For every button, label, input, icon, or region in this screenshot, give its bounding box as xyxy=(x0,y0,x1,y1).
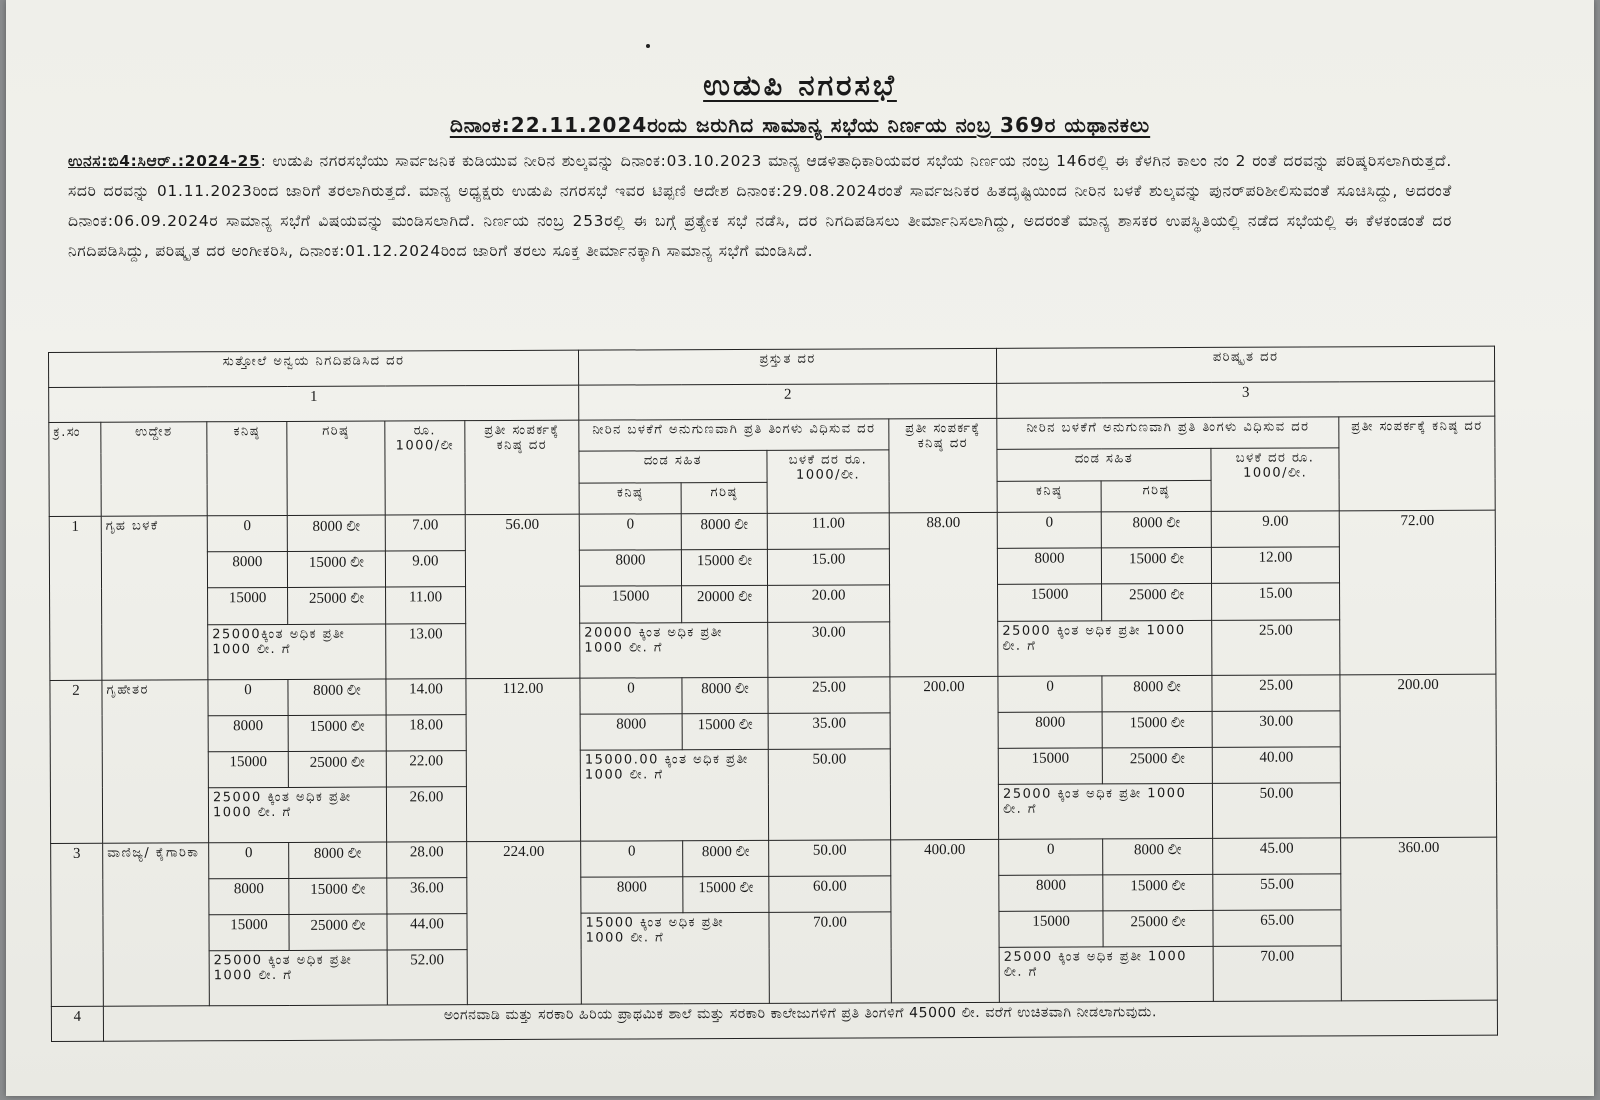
slab-rate: 25.00 xyxy=(768,676,890,713)
group-current-rate: ಪ್ರಸ್ತುತ ದರ xyxy=(579,348,997,385)
slab-above-label: 25000 ಕ್ಕಿಂತ ಅಧಿಕ ಪ್ರತೀ 1000 ಲೀ. ಗೆ xyxy=(208,787,386,843)
slab-rate: 65.00 xyxy=(1213,910,1341,947)
slab-max: 25000 ಲೀ xyxy=(1103,911,1213,948)
slab-max: 8000 ಲೀ xyxy=(1102,675,1212,712)
slab-rate: 14.00 xyxy=(386,678,466,714)
slab-max: 25000 ಲೀ xyxy=(289,914,387,951)
slab-min: 15000 xyxy=(209,915,289,951)
water-tariff-table xyxy=(48,346,1498,1042)
slab-min: 0 xyxy=(580,677,682,714)
slab-rate: 60.00 xyxy=(769,876,891,913)
slab-min: 0 xyxy=(999,839,1103,876)
header-monthly-charge-2: ನೀರಿನ ಬಳಕೆಗೆ ಅನುಗುಣವಾಗಿ ಪ್ರತಿ ತಿಂಗಳು ವಿಧಿಸುವ ದರ xyxy=(579,419,889,452)
slab-rate: 30.00 xyxy=(768,621,890,677)
purpose: ಗೃಹೇತರ xyxy=(102,679,209,843)
document-page xyxy=(6,0,1594,1096)
slab-rate: 45.00 xyxy=(1213,838,1341,875)
slab-above-label: 25000 ಕ್ಕಿಂತ ಅಧಿಕ ಪ್ರತೀ 1000 ಲೀ. ಗೆ xyxy=(998,620,1212,676)
purpose: ವಾಣಿಜ್ಯ/ ಕೈಗಾರಿಕಾ xyxy=(103,843,210,1007)
slab-max: 15000 ಲೀ xyxy=(683,876,769,912)
header-monthly-charge-3: ನೀರಿನ ಬಳಕೆಗೆ ಅನುಗುಣವಾಗಿ ಪ್ರತಿ ತಿಂಗಳು ವಿಧಿಸುವ ದರ xyxy=(997,417,1339,450)
slab-min: 8000 xyxy=(579,550,681,587)
min-per-connection-2: 88.00 xyxy=(889,513,998,677)
header-slab-min-2: ಕನಿಷ್ಠ xyxy=(579,483,681,515)
slab-max: 25000 ಲೀ xyxy=(288,751,386,788)
ink-dot xyxy=(646,44,650,48)
header-min-per-connection-2: ಪ್ರತೀ ಸಂಪರ್ಕಕ್ಕೆ ಕನಿಷ್ಠ ದರ xyxy=(889,418,997,513)
slab-min: 15000 xyxy=(208,751,288,787)
slab-max: 8000 ಲೀ xyxy=(1103,838,1213,875)
column-number-3: 3 xyxy=(997,381,1495,418)
header-slab-min-3: ಕನಿಷ್ಠ xyxy=(997,481,1101,513)
header-purpose: ಉದ್ದೇಶ xyxy=(101,422,207,517)
slab-rate: 9.00 xyxy=(1211,511,1339,548)
tariff-row-1-3 xyxy=(50,583,1496,625)
slab-max: 8000 ಲೀ xyxy=(683,840,769,876)
header-slab-3: ದಂಡ ಸಹಿತ xyxy=(997,449,1211,481)
document-subtitle: ದಿನಾಂಕ:22.11.2024ರಂದು ಜರುಗಿದ ಸಾಮಾನ್ಯ ಸಭೆಯ ನಿರ್ಣಯ ನಂಬ್ರ 369ರ ಯಥಾನಕಲು xyxy=(449,113,1151,137)
column-number-2: 2 xyxy=(579,383,997,420)
slab-min: 8000 xyxy=(580,713,682,750)
slab-rate: 70.00 xyxy=(769,912,891,1004)
tariff-row-2-3 xyxy=(50,746,1496,788)
tariff-row-2-2 xyxy=(50,710,1496,752)
slab-above-label: 25000ಕ್ಕಿಂತ ಅಧಿಕ ಪ್ರತೀ 1000 ಲೀ. ಗೆ xyxy=(208,624,386,680)
slab-min: 8000 xyxy=(997,548,1101,585)
header-slab-max-2: ಗರಿಷ್ಠ xyxy=(681,482,767,514)
slab-above-label: 15000 ಕ್ಕಿಂತ ಅಧಿಕ ಪ್ರತೀ 1000 ಲೀ. ಗೆ xyxy=(581,913,769,1005)
tariff-row-1-4 xyxy=(50,619,1496,680)
header-min-per-connection-3: ಪ್ರತೀ ಸಂಪರ್ಕಕ್ಕೆ ಕನಿಷ್ಠ ದರ xyxy=(1339,416,1495,511)
slab-rate: 25.00 xyxy=(1212,619,1340,675)
slab-max: 15000 ಲೀ xyxy=(1103,874,1213,911)
slab-min: 8000 xyxy=(999,875,1103,912)
free-supply-note: ಅಂಗನವಾಡಿ ಮತ್ತು ಸರಕಾರಿ ಹಿರಿಯ ಪ್ರಾಥಮಿಕ ಶಾಲೆ ಮತ್ತು ಸರಕಾರಿ ಕಾಲೇಜುಗಳಿಗೆ ಪ್ರತಿ ತಿಂಗಳಿಗೆ 45000 ಲೀ. ವರೆಗೆ ಉಚಿತವಾಗಿ ನೀಡಲಾಗುವುದು. xyxy=(103,1000,1497,1041)
slab-max: 8000 ಲೀ xyxy=(1101,512,1211,549)
slab-max: 8000 ಲೀ xyxy=(288,679,386,716)
slab-min: 0 xyxy=(579,514,681,551)
min-per-connection-1: 112.00 xyxy=(466,678,581,842)
slab-rate: 52.00 xyxy=(387,950,467,1005)
header-usage-rate-3: ಬಳಕೆ ದರ ರೂ. 1000/ಲೀ. xyxy=(1211,448,1339,511)
slab-rate: 25.00 xyxy=(1212,674,1340,711)
slab-min: 8000 xyxy=(209,879,289,915)
purpose: ಗೃಹ ಬಳಕೆ xyxy=(101,516,208,680)
slab-rate: 30.00 xyxy=(1212,711,1340,748)
min-per-connection-1: 224.00 xyxy=(467,841,582,1005)
slab-min: 8000 xyxy=(207,552,287,588)
slab-rate: 11.00 xyxy=(767,513,889,550)
slab-min: 0 xyxy=(208,679,288,715)
slab-rate: 50.00 xyxy=(1212,783,1340,839)
min-per-connection-1: 56.00 xyxy=(465,514,580,678)
body-paragraph xyxy=(68,146,1452,266)
slab-above-label: 25000 ಕ್ಕಿಂತ ಅಧಿಕ ಪ್ರತೀ 1000 ಲೀ. ಗೆ xyxy=(209,950,387,1006)
header-serial-no: ಕ್ರ.ಸಂ xyxy=(49,422,101,516)
tariff-row-1-1 xyxy=(49,510,1495,552)
slab-min: 15000 xyxy=(998,584,1102,621)
slab-rate: 15.00 xyxy=(1212,583,1340,620)
document-title: ಉಡುಪಿ ನಗರಸಭೆ xyxy=(703,68,897,102)
slab-rate: 50.00 xyxy=(768,749,890,841)
slab-rate: 7.00 xyxy=(385,515,465,551)
slab-max: 8000 ಲೀ xyxy=(289,842,387,879)
slab-rate: 12.00 xyxy=(1211,547,1339,584)
header-min: ಕನಿಷ್ಠ xyxy=(207,421,287,516)
slab-min: 0 xyxy=(207,516,287,552)
slab-min: 15000 xyxy=(580,586,682,623)
slab-above-label: 15000.00 ಕ್ಕಿಂತ ಅಧಿಕ ಪ್ರತೀ 1000 ಲೀ. ಗೆ xyxy=(580,749,768,841)
slab-max: 8000 ಲೀ xyxy=(681,514,767,550)
slab-max: 8000 ಲೀ xyxy=(682,677,768,713)
slab-max: 25000 ಲೀ xyxy=(1102,747,1212,784)
slab-rate: 9.00 xyxy=(385,551,465,587)
tariff-row-4 xyxy=(51,1000,1497,1041)
slab-min: 15000 xyxy=(208,588,288,624)
slab-min: 15000 xyxy=(998,748,1102,785)
header-min-per-connection-1: ಪ್ರತೀ ಸಂಪರ್ಕಕ್ಕೆ ಕನಿಷ್ಠ ದರ xyxy=(465,420,579,515)
slab-above-label: 25000 ಕ್ಕಿಂತ ಅಧಿಕ ಪ್ರತೀ 1000 ಲೀ. ಗೆ xyxy=(998,783,1212,839)
slab-max: 20000 ಲೀ xyxy=(682,586,768,622)
header-rate-per-1000l: ರೂ. 1000/ಲೀ xyxy=(385,421,465,516)
slab-above-label: 25000 ಕ್ಕಿಂತ ಅಧಿಕ ಪ್ರತೀ 1000 ಲೀ. ಗೆ xyxy=(999,947,1213,1003)
slab-min: 8000 xyxy=(581,877,683,914)
paragraph-text: : ಉಡುಪಿ ನಗರಸಭೆಯು ಸಾರ್ವಜನಿಕ ಕುಡಿಯುವ ನೀರಿನ ಶುಲ್ಕವನ್ನು ದಿನಾಂಕ:03.10.2023 ಮಾನ್ಯ ಆಡಳಿತಾಧಿಕಾರಿಯವರ ಸಭೆಯ ನಿರ್ಣಯ ನಂಬ್ರ 146ರಲ್ಲಿ ಈ ಕೆಳಗಿನ ಕಾಲಂ ನಂ 2 ರಂತೆ ದರವನ್ನು ಪರಿಷ್ಕರಿಸಲಾಗಿರುತ್ತದೆ. ಸದರಿ ದರವನ್ನು 01.11.2023ರಿಂದ ಜಾರಿಗೆ ತರಲಾಗಿರುತ್ತದೆ. ಮಾನ್ಯ ಅಧ್ಯಕ್ಷರು ಉಡುಪಿ ನಗರಸಭೆ ಇವರ ಟಿಪ್ಪಣಿ ಆದೇಶ ದಿನಾಂಕ:29.08.2024ರಂತೆ ಸಾರ್ವಜನಿಕರ ಹಿತದೃಷ್ಟಿಯಿಂದ ನೀರಿನ ಬಳಕೆ ಶುಲ್ಕವನ್ನು ಪುನರ್‌ಪರಿಶೀಲಿಸುವಂತೆ ಸೂಚಿಸಿದ್ದು, ಅದರಂತೆ ದಿನಾಂಕ:06.09.2024ರ ಸಾಮಾನ್ಯ ಸಭೆಗೆ ವಿಷಯವನ್ನು ಮಂಡಿಸಲಾಗಿದೆ. ನಿರ್ಣಯ ನಂಬ್ರ 253ರಲ್ಲಿ ಈ ಬಗ್ಗೆ ಪ್ರತ್ಯೇಕ ಸಭೆ ನಡೆಸಿ, ದರ ನಿಗದಿಪಡಿಸಲು ತೀರ್ಮಾನಿಸಲಾಗಿದ್ದು, ಅದರಂತೆ ಮಾನ್ಯ ಶಾಸಕರ ಉಪಸ್ಥಿತಿಯಲ್ಲಿ ನಡೆದ ಸಭೆಯಲ್ಲಿ ಈ ಕೆಳಕಂಡಂತೆ ದರ ನಿಗದಿಪಡಿಸಿದ್ದು, ಪರಿಷ್ಕೃತ ದರ ಅಂಗೀಕರಿಸಿ, ದಿನಾಂಕ:01.12.2024ರಿಂದ ಜಾರಿಗೆ ತರಲು ಸೂಕ್ತ ತೀರ್ಮಾನಕ್ಕಾಗಿ ಸಾಮಾನ್ಯ ಸಭೆಗೆ ಮಂಡಿಸಿದೆ. xyxy=(68,152,1452,260)
slab-min: 8000 xyxy=(998,712,1102,749)
reference-number: ಉನಸ:ಬಿ4:ಸಿಆರ್.:2024-25 xyxy=(68,152,261,170)
serial-no: 4 xyxy=(51,1007,103,1042)
slab-max: 15000 ಲೀ xyxy=(1101,548,1211,585)
slab-rate: 20.00 xyxy=(768,585,890,622)
slab-max: 15000 ಲೀ xyxy=(681,550,767,586)
tariff-row-3-1 xyxy=(51,837,1497,879)
serial-no: 1 xyxy=(49,516,102,680)
slab-max: 15000 ಲೀ xyxy=(1102,711,1212,748)
slab-max: 15000 ಲೀ xyxy=(682,713,768,749)
slab-min: 0 xyxy=(997,512,1101,549)
slab-rate: 36.00 xyxy=(387,878,467,914)
slab-rate: 55.00 xyxy=(1213,874,1341,911)
slab-rate: 15.00 xyxy=(767,549,889,586)
slab-max: 8000 ಲೀ xyxy=(287,515,385,552)
slab-max: 25000 ಲೀ xyxy=(1102,584,1212,621)
slab-min: 15000 xyxy=(999,911,1103,948)
header-slab-max-3: ಗರಿಷ್ಠ xyxy=(1101,480,1211,512)
slab-max: 25000 ಲೀ xyxy=(288,587,386,624)
slab-rate: 70.00 xyxy=(1213,946,1341,1002)
serial-no: 3 xyxy=(51,843,104,1007)
slab-max: 15000 ಲೀ xyxy=(289,878,387,915)
slab-rate: 11.00 xyxy=(386,587,466,623)
slab-rate: 50.00 xyxy=(769,840,891,877)
slab-max: 15000 ಲೀ xyxy=(287,551,385,588)
header-max: ಗರಿಷ್ಠ xyxy=(287,421,385,516)
slab-above-label: 20000 ಕ್ಕಿಂತ ಅಧಿಕ ಪ್ರತೀ 1000 ಲೀ. ಗೆ xyxy=(580,622,768,678)
min-per-connection-3: 72.00 xyxy=(1339,510,1496,674)
slab-rate: 35.00 xyxy=(768,713,890,750)
slab-rate: 22.00 xyxy=(386,751,466,787)
slab-min: 0 xyxy=(209,842,289,878)
group-revised-rate: ಪರಿಷ್ಕೃತ ದರ xyxy=(997,346,1495,383)
min-per-connection-2: 400.00 xyxy=(891,839,1000,1003)
min-per-connection-2: 200.00 xyxy=(890,676,999,840)
slab-rate: 26.00 xyxy=(386,787,466,842)
slab-rate: 44.00 xyxy=(387,914,467,950)
slab-max: 15000 ಲೀ xyxy=(288,715,386,752)
column-number-1: 1 xyxy=(49,385,579,422)
slab-rate: 28.00 xyxy=(387,842,467,878)
slab-min: 8000 xyxy=(208,715,288,751)
slab-min: 0 xyxy=(998,675,1102,712)
header-slab-2: ದಂಡ ಸಹಿತ xyxy=(579,451,767,483)
slab-rate: 13.00 xyxy=(386,623,466,678)
header-usage-rate-2: ಬಳಕೆ ದರ ರೂ. 1000/ಲೀ. xyxy=(767,450,889,513)
min-per-connection-3: 360.00 xyxy=(1341,837,1498,1001)
min-per-connection-3: 200.00 xyxy=(1340,674,1497,838)
slab-rate: 18.00 xyxy=(386,714,466,750)
group-circular-rate: ಸುತ್ತೋಲೆ ಅನ್ವಯ ನಿಗದಿಪಡಿಸಿದ ದರ xyxy=(49,350,579,387)
tariff-row-2-1 xyxy=(50,674,1496,716)
tariff-row-1-2 xyxy=(49,547,1495,589)
serial-no: 2 xyxy=(50,680,103,844)
slab-min: 0 xyxy=(581,841,683,878)
slab-rate: 40.00 xyxy=(1212,747,1340,784)
